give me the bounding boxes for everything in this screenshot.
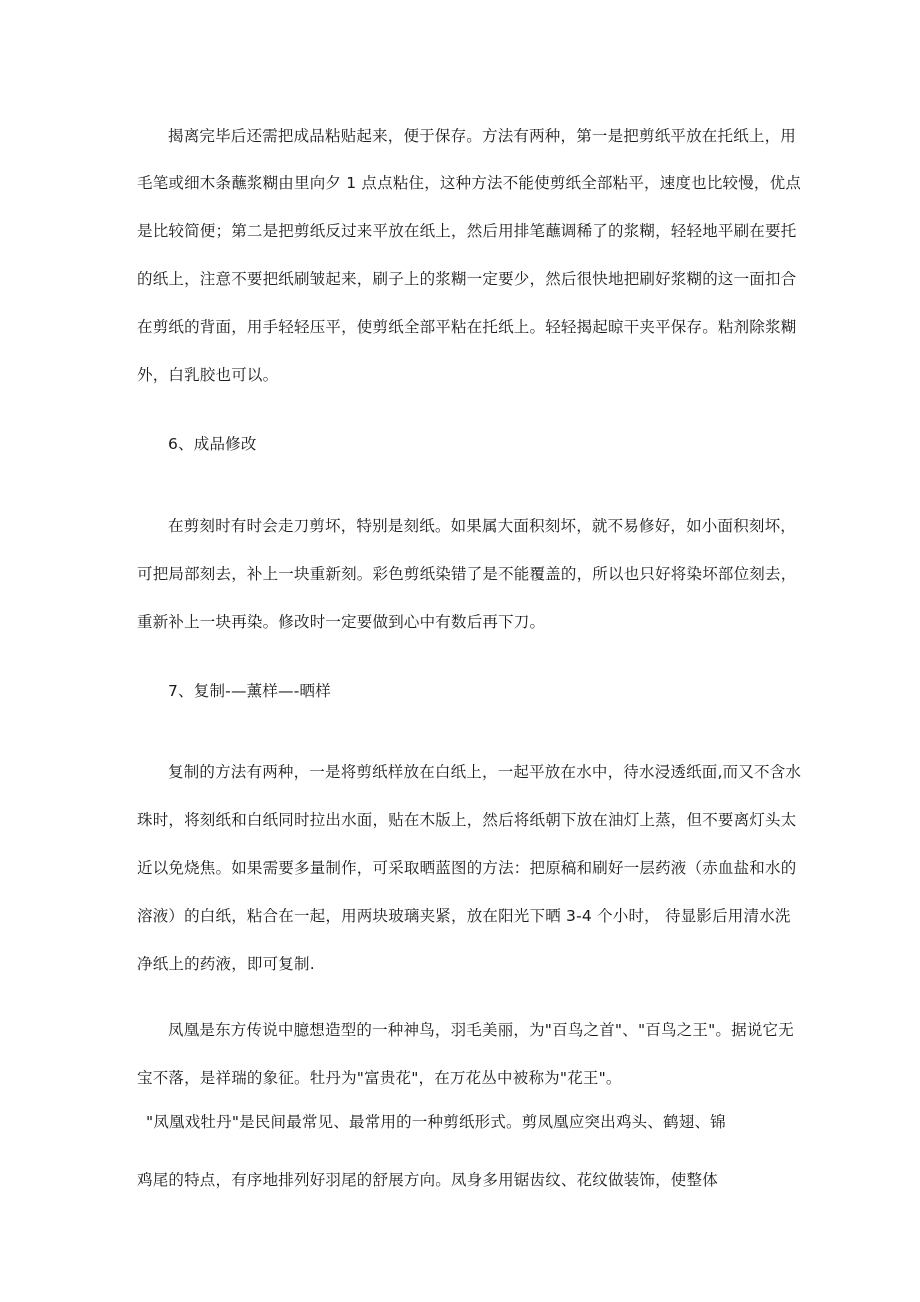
paragraph-line: 宝不落，是祥瑞的象征。牡丹为"富贵花"，在万花丛中被称为"花王"。 bbox=[137, 1069, 622, 1087]
paragraph-line: 近以免烧焦。如果需要多量制作，可采取晒蓝图的方法：把原稿和刷好一层药液（赤血盐和水的 bbox=[137, 859, 797, 877]
paragraph-line: 鸡尾的特点，有序地排列好羽尾的舒展方向。凤身多用锯齿纹、花纹做装饰，使整体 bbox=[137, 1171, 718, 1189]
paragraph-line: 是比较简便；第二是把剪纸反过来平放在纸上，然后用排笔蘸调稀了的浆糊，轻轻地平刷在要托 bbox=[137, 222, 797, 240]
section-heading: 6、成品修改 bbox=[168, 435, 257, 453]
paragraph-line: 复制的方法有两种，一是将剪纸样放在白纸上，一起平放在水中，待水浸透纸面,而又不含水 bbox=[168, 763, 802, 781]
paragraph-line: 溶液）的白纸，粘合在一起，用两块玻璃夹紧，放在阳光下晒 3-4 个小时， 待显影后用清水洗 bbox=[137, 907, 791, 925]
paragraph-line: 的纸上，注意不要把纸刷皱起来，刷子上的浆糊一定要少，然后很快地把刷好浆糊的这一面扣合 bbox=[137, 270, 797, 288]
paragraph-line: 毛笔或细木条蘸浆糊由里向夕 1 点点粘住，这种方法不能使剪纸全部粘平，速度也比较慢，优点 bbox=[137, 174, 802, 192]
paragraph-line: 珠时，将刻纸和白纸同时拉出水面，贴在木版上，然后将纸朝下放在油灯上蒸，但不要离灯头太 bbox=[137, 811, 797, 829]
paragraph-line: 凤凰是东方传说中臆想造型的一种神鸟，羽毛美丽，为"百鸟之首"、"百鸟之王"。据说它无 bbox=[168, 1021, 794, 1039]
section-heading: 7、复制-—薰样—-晒样 bbox=[168, 682, 331, 700]
paragraph-line: 揭离完毕后还需把成品粘贴起来，便于保存。方法有两种，第一是把剪纸平放在托纸上，用 bbox=[168, 127, 797, 145]
paragraph-line: "凤凰戏牡丹"是民间最常见、最常用的一种剪纸形式。剪凤凰应突出鸡头、鹤翅、锦 bbox=[146, 1113, 726, 1131]
paragraph-line: 净纸上的药液，即可复制. bbox=[137, 955, 315, 973]
paragraph-line: 在剪纸的背面，用手轻轻压平，使剪纸全部平粘在托纸上。轻轻揭起晾干夹平保存。粘剂除浆糊 bbox=[137, 318, 797, 336]
paragraph-line: 重新补上一块再染。修改时一定要做到心中有数后再下刀。 bbox=[137, 613, 546, 631]
paragraph-line: 外，白乳胶也可以。 bbox=[137, 366, 279, 384]
paragraph-line: 在剪刻时有时会走刀剪坏，特别是刻纸。如果属大面积刻坏，就不易修好，如小面积刻坏， bbox=[168, 517, 797, 535]
paragraph-line: 可把局部刻去，补上一块重新刻。彩色剪纸染错了是不能覆盖的，所以也只好将染坏部位刻去， bbox=[137, 565, 797, 583]
